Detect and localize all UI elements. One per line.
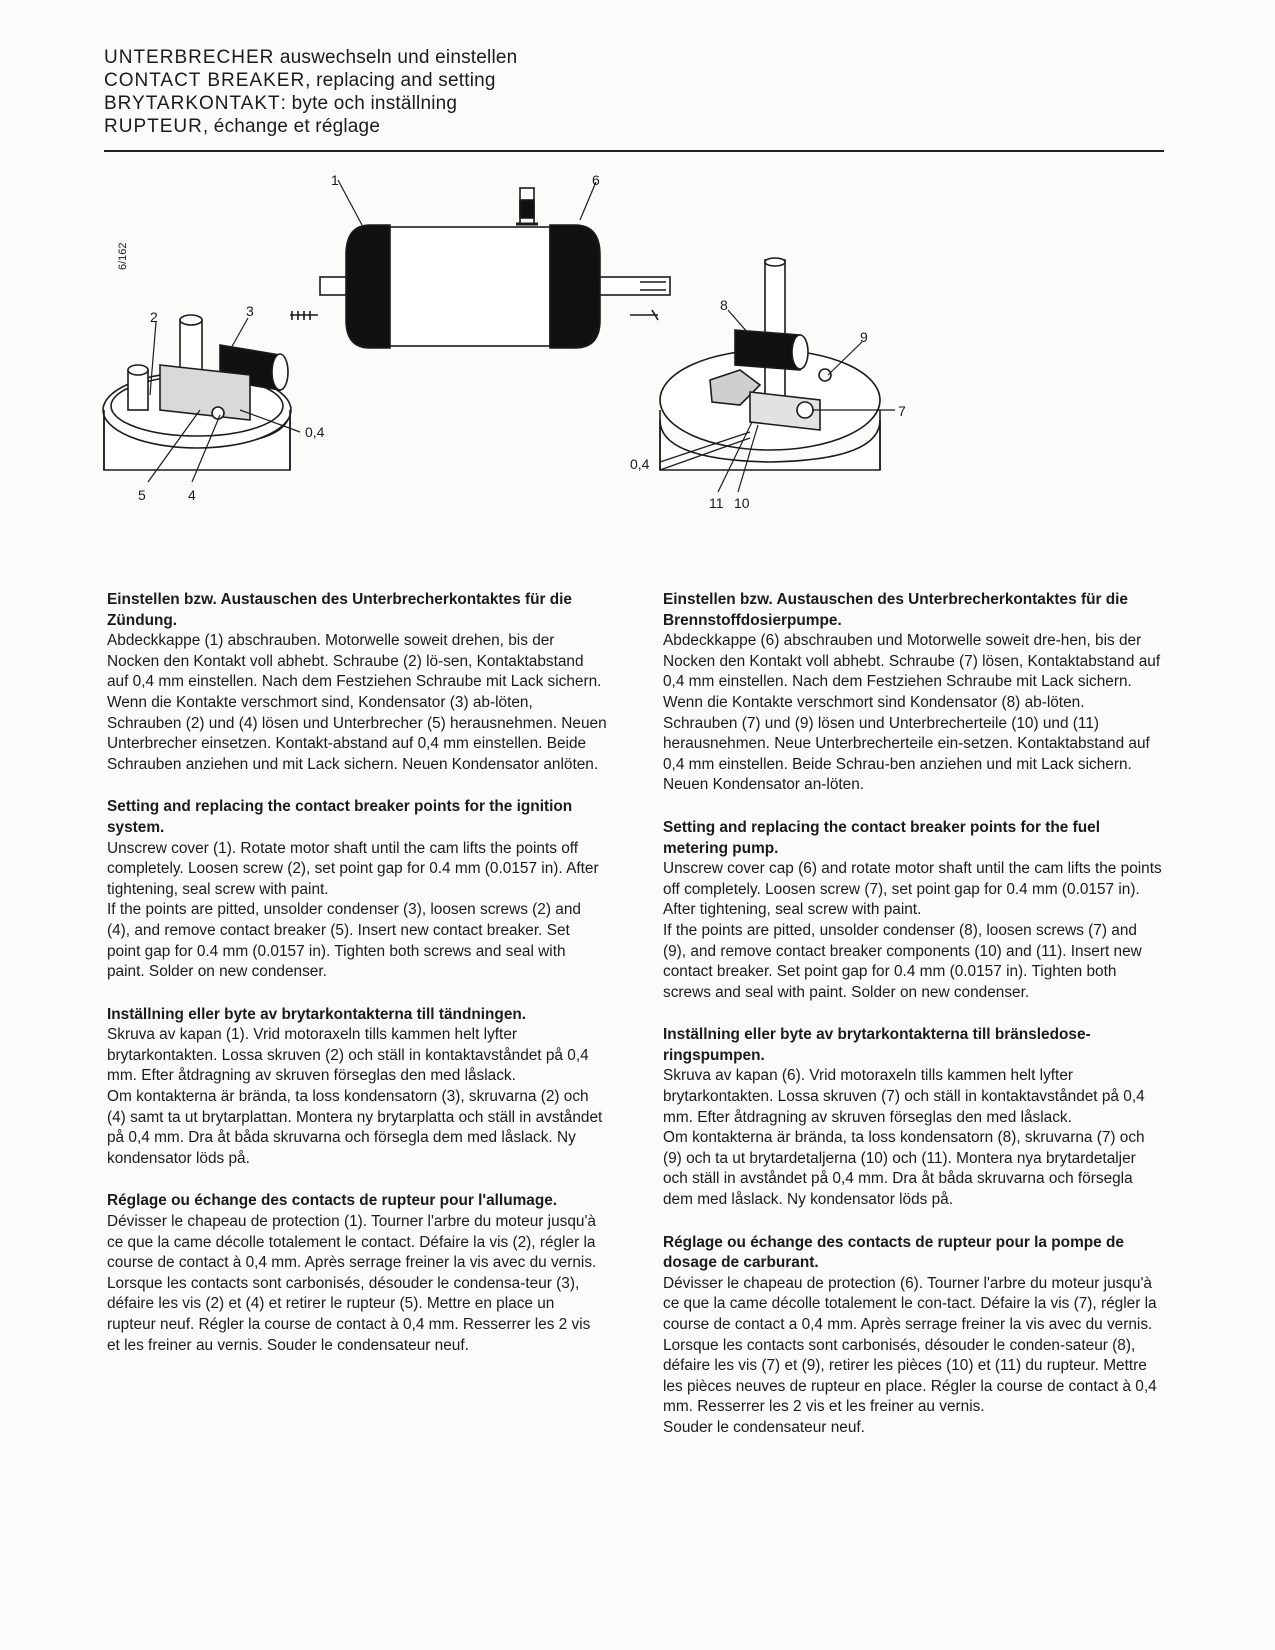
title-rest: , replacing and setting xyxy=(305,70,496,91)
callout-10: 10 xyxy=(734,495,750,511)
section-body: Abdeckkappe (1) abschrauben. Motorwelle soweit drehen, bis der Nocken den Kontakt voll abhebt. Schraube (2) lö-sen, Kontaktabstand auf 0,4 mm einstellen. Nach dem Festziehen Schraube mit Lack sichern. Wenn die Kontakte verschmort sind, Kondensator (3) ab-löten, Schrauben (2) und (4) lösen und Unterbrecher (5) herausnehmen. Neuen Unterbrecher einsetzen. Kontakt-abstand auf 0,4 mm einstellen. Beide Schrauben anziehen und mit Lack sichern. Neuen Kondensator anlöten. xyxy=(107,632,607,773)
page-titles xyxy=(104,46,1154,138)
section-heading: Inställning eller byte av brytarkontakterna till tändningen. xyxy=(107,1005,527,1023)
section-heading: Setting and replacing the contact breaker points for the fuel metering pump. xyxy=(663,818,1100,857)
callout-2: 2 xyxy=(150,309,158,325)
section-body: Abdeckkappe (6) abschrauben und Motorwelle soweit dre-hen, bis der Nocken den Kontakt voll abhebt. Schraube (7) lösen, Kontaktabstand auf 0,4 mm einstellen. Nach dem Festziehen Schraube mit Lack sichern. Wenn die Kontakte verschmort sind Kondensator (8) ab-löten. Schrauben (7) und (9) lösen und Unterbrecherteile (10) und (11) herausnehmen. Neue Unterbrecherteile ein-setzen. Kontaktabstand auf 0,4 mm einstellen. Beide Schrau-ben anziehen und mit Lack sichern. Neuen Kondensator an-löten. xyxy=(663,632,1161,794)
callout-8: 8 xyxy=(720,297,728,313)
section-body: Dévisser le chapeau de protection (6). Tourner l'arbre du moteur jusqu'à ce que la came décolle totalement le con-tact. Défaire la vis (7), régler la course de contact a 0,4 mm. Après serrage freiner la vis avec du vernis. Lorsque les contacts sont carbonisés, désouder le conden-sateur (8), défaire les vis (7) et (9), retirer les pièces (10) et (11) du rupteur. Mettre les pièces neuves de rupteur en place. Régler la course de contact à 0,4 mm. Resserrer les 2 vis et les freiner au vernis. Souder le condensateur neuf. xyxy=(663,1274,1157,1436)
fuel-pump-breaker-illustration xyxy=(660,258,880,470)
callout-1: 1 xyxy=(331,172,339,188)
section-fuel-pump-de xyxy=(663,590,1163,796)
title-rest: : byte och inställning xyxy=(280,93,458,114)
section-ignition-de xyxy=(107,590,607,775)
title-rest: auswechseln und einstellen xyxy=(274,47,518,68)
title-caps: UNTERBRECHER xyxy=(104,47,275,68)
gap-label-right: 0,4 xyxy=(630,456,650,472)
section-heading: Setting and replacing the contact breaker points for the ignition system. xyxy=(107,798,573,836)
section-fuel-pump-fr xyxy=(663,1233,1163,1439)
title-caps: BRYTARKONTAKT xyxy=(104,93,281,114)
section-body: Skruva av kapan (1). Vrid motoraxeln tills kammen helt lyfter brytarkontakten. Lossa skruven (2) och ställ in kontaktavståndet på 0,4 mm. Efter åtdragning av skruven förseglas den med låslack. Om kontakterna är brända, ta loss kondensatorn (3), skruvarna (2) och (4) samt ta ut brytarplattan. Montera ny brytarplatta och ställ in avståndet på 0,4 mm. Dra åt båda skruvarna och försegla dem med låslack. Ny kondensator löds på. xyxy=(107,1026,603,1167)
ignition-breaker-illustration xyxy=(103,315,291,470)
section-ignition-fr xyxy=(107,1191,607,1356)
section-heading: Réglage ou échange des contacts de rupteur pour la pompe de dosage de carburant. xyxy=(663,1233,1124,1272)
section-body: Dévisser le chapeau de protection (1). Tourner l'arbre du moteur jusqu'à ce que la came décolle totalement le contact. Défaire la vis (2), régler la course de contact à 0,4 mm. Après serrage freiner la vis avec du vernis. Lorsque les contacts sont carbonisés, désouder le condensa-teur (3), défaire les vis (2) et (4) et retirer le rupteur (5). Mettre en place un rupteur neuf. Régler la course de contact à 0,4 mm. Resserrer les 2 vis et les freiner au vernis. Souder le condensateur neuf. xyxy=(107,1213,597,1354)
section-body: Skruva av kapan (6). Vrid motoraxeln tills kammen helt lyfter brytarkontakten. Lossa skruven (7) och ställ in kontaktavståndet på 0,4 mm. Efter åtdragning av skruven förseglas den med låslack. Om kontakterna är brända, ta loss kondensatorn (8), skruvarna (7) och (9) och ta ut brytardetaljerna (10) och (11). Montera nya brytardetaljer och ställ in avståndet på 0,4 mm. Dra åt båda skruvarna och försegla dem med låslack. Ny kondensator löds på. xyxy=(663,1067,1145,1209)
motor-illustration xyxy=(290,188,670,348)
section-heading: Einstellen bzw. Austauschen des Unterbrecherkontaktes für die Brennstoffdosierpumpe. xyxy=(663,591,1128,629)
right-text-column xyxy=(663,590,1163,1461)
section-heading: Einstellen bzw. Austauschen des Unterbrecherkontaktes für die Zündung. xyxy=(107,591,572,629)
section-body: Unscrew cover cap (6) and rotate motor shaft until the cam lifts the points off completely. Loosen screw (7), set point gap for 0.4 mm (0.0157 in). After tightening, seal screw with paint. If the points are pitted, unsolder condenser (8), loosen screws (7) and (9), and remove contact breaker components (10) and (11). Insert new contact breaker. Set point gap for 0.4 mm (0.0157 in). Tighten both screws and seal with paint. Solder on new condenser. xyxy=(663,860,1162,1001)
title-caps: CONTACT BREAKER xyxy=(104,70,306,91)
callout-6: 6 xyxy=(592,172,600,188)
section-ignition-en xyxy=(107,797,607,982)
left-text-column xyxy=(107,590,607,1378)
section-fuel-pump-en xyxy=(663,818,1163,1003)
section-body: Unscrew cover (1). Rotate motor shaft until the cam lifts the points off completely. Loosen screw (2), set point gap for 0.4 mm (0.0157 in). After tightening, seal screw with paint. If the points are pitted, unsolder condenser (3), loosen screws (2) and (4), and remove contact breaker (5). Insert new contact breaker. Set point gap for 0.4 mm (0.0157 in). Tighten both screws and seal with paint. Solder on new condenser. xyxy=(107,839,599,981)
title-line-de xyxy=(104,46,1154,69)
contact-breaker-diagram xyxy=(100,170,1000,550)
gap-label-left: 0,4 xyxy=(305,424,325,440)
section-fuel-pump-sv xyxy=(663,1025,1163,1210)
section-ignition-sv xyxy=(107,1005,607,1170)
title-line-fr xyxy=(104,115,1154,138)
figure-ref-code: 6/162 xyxy=(117,242,129,270)
callout-5: 5 xyxy=(138,487,146,503)
callout-9: 9 xyxy=(860,329,868,345)
callout-11: 11 xyxy=(709,495,724,511)
callout-4: 4 xyxy=(188,487,196,503)
callout-7: 7 xyxy=(898,403,906,419)
title-line-sv xyxy=(104,92,1154,115)
title-caps: RUPTEUR xyxy=(104,116,203,137)
section-heading: Inställning eller byte av brytarkontakterna till bränsledose-ringspumpen. xyxy=(663,1026,1091,1064)
title-line-en xyxy=(104,69,1154,92)
title-rest: , échange et réglage xyxy=(202,116,381,137)
section-heading: Réglage ou échange des contacts de rupteur pour l'allumage. xyxy=(107,1192,558,1210)
header-rule xyxy=(104,150,1164,152)
callout-3: 3 xyxy=(246,303,254,319)
